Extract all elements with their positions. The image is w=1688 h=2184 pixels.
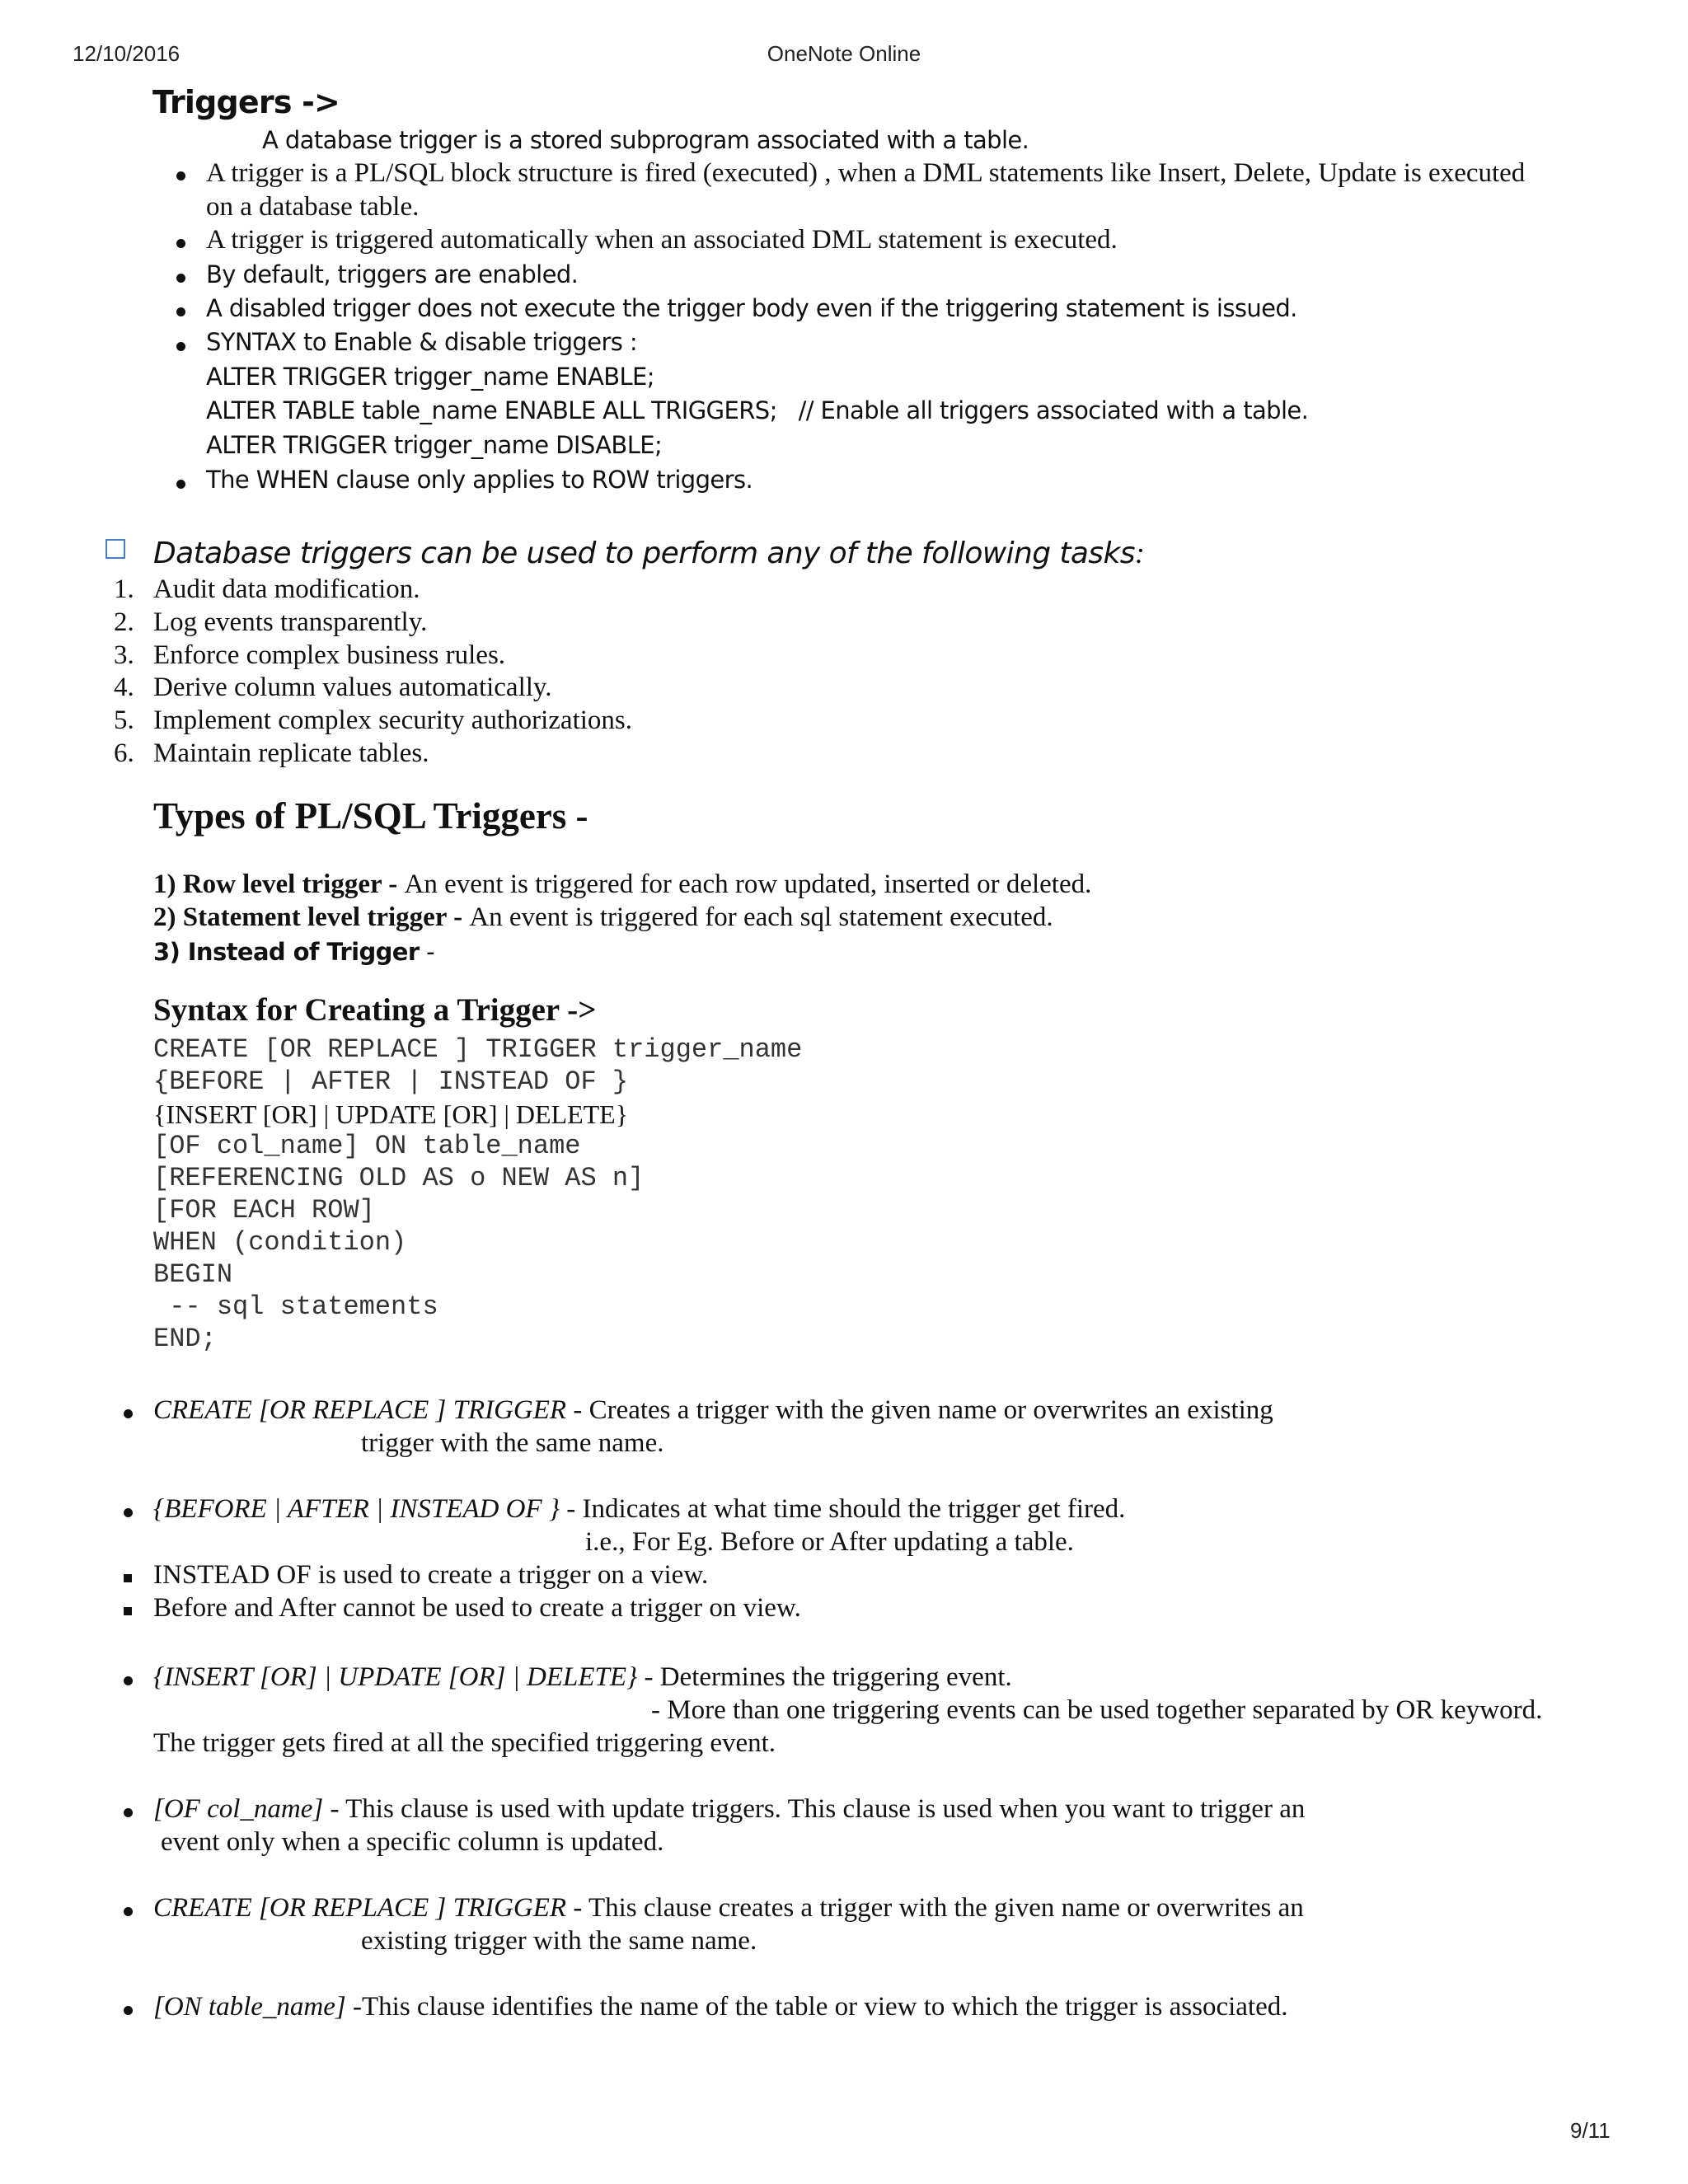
- bullet-icon: [176, 480, 185, 489]
- syntax-line: ALTER TABLE table_name ENABLE ALL TRIGGERS; // Enable all triggers associated with a table.: [206, 396, 1309, 424]
- type-row-level: 1) Row level trigger - An event is triggered for each row updated, inserted or deleted.: [153, 869, 1092, 899]
- square-bullet-icon: [124, 1607, 132, 1615]
- code-line: WHEN (condition): [153, 1227, 407, 1258]
- clause-event-continued: The trigger gets fired at all the specified triggering event.: [153, 1728, 776, 1758]
- print-date: 12/10/2016: [73, 41, 181, 66]
- list-item: Enforce complex business rules.: [153, 640, 506, 670]
- clause-event: {INSERT [OR] | UPDATE [OR] | DELETE} - Determines the triggering event.: [153, 1662, 1012, 1692]
- bullet-icon: [124, 1907, 133, 1916]
- syntax-title: Syntax for Creating a Trigger ->: [153, 992, 597, 1028]
- list-item: Log events transparently.: [153, 607, 428, 637]
- clause-create-2: CREATE [OR REPLACE ] TRIGGER - This clause creates a trigger with the given name or overwrites an: [153, 1893, 1304, 1923]
- list-item: Audit data modification.: [153, 574, 420, 604]
- bullet-icon: [176, 342, 185, 351]
- clause-create-continued: trigger with the same name.: [361, 1428, 664, 1458]
- bullet-icon: [176, 239, 185, 248]
- list-item: Implement complex security authorizations.: [153, 705, 632, 735]
- square-bullet-icon: [124, 1574, 132, 1582]
- list-item: Maintain replicate tables.: [153, 738, 429, 768]
- bullet-text: By default, triggers are enabled.: [206, 260, 579, 288]
- code-line: BEGIN: [153, 1259, 233, 1290]
- bullet-icon: [124, 1808, 133, 1817]
- list-item-number: 6.: [114, 738, 134, 768]
- list-item-number: 4.: [114, 673, 134, 702]
- code-line: CREATE [OR REPLACE ] TRIGGER trigger_name: [153, 1034, 803, 1065]
- clause-timing-continued: i.e., For Eg. Before or After updating a table.: [585, 1527, 1074, 1557]
- app-title: OneNote Online: [767, 41, 921, 66]
- bullet-icon: [124, 1676, 133, 1685]
- bullet-text: A trigger is a PL/SQL block structure is fired (executed) , when a DML statements like Insert, Delete, Update is executed: [206, 158, 1526, 188]
- code-line: {BEFORE | AFTER | INSTEAD OF }: [153, 1066, 629, 1097]
- list-item-number: 3.: [114, 640, 134, 670]
- bullet-text: SYNTAX to Enable & disable triggers :: [206, 328, 638, 356]
- bullet-text: The WHEN clause only applies to ROW triggers.: [206, 466, 753, 494]
- type-statement-level: 2) Statement level trigger - An event is triggered for each sql statement executed.: [153, 902, 1053, 932]
- sub-bullet-text: Before and After cannot be used to create a trigger on view.: [153, 1593, 801, 1623]
- clause-on-table: [ON table_name] -This clause identifies the name of the table or view to which the trigger is associated.: [153, 1992, 1288, 2022]
- code-line: [REFERENCING OLD AS o NEW AS n]: [153, 1163, 645, 1193]
- code-line: -- sql statements: [153, 1291, 438, 1322]
- bullet-icon: [124, 1409, 133, 1418]
- type-instead-of: 3) Instead of Trigger -: [153, 938, 435, 966]
- bullet-icon: [176, 307, 185, 316]
- list-item-number: 1.: [114, 574, 134, 604]
- bullet-icon: [176, 171, 185, 180]
- bullet-icon: [176, 274, 185, 283]
- code-line: {INSERT [OR] | UPDATE [OR] | DELETE}: [153, 1099, 629, 1129]
- clause-event-continued: - More than one triggering events can be used together separated by OR keyword.: [651, 1695, 1543, 1725]
- clause-timing: {BEFORE | AFTER | INSTEAD OF } - Indicates at what time should the trigger get fired.: [153, 1494, 1126, 1524]
- bullet-icon: [124, 2006, 133, 2015]
- tasks-heading: Database triggers can be used to perform any of the following tasks:: [153, 537, 1145, 570]
- page-number: 9/11: [1570, 2118, 1611, 2143]
- code-line: END;: [153, 1324, 217, 1354]
- code-line: [OF col_name] ON table_name: [153, 1131, 581, 1161]
- bullet-text-continued: on a database table.: [206, 192, 420, 222]
- clause-of-col-continued: event only when a specific column is updated.: [161, 1827, 664, 1857]
- section-title-triggers: Triggers ->: [152, 84, 340, 120]
- bullet-text: A trigger is triggered automatically when an associated DML statement is executed.: [206, 225, 1118, 255]
- syntax-line: ALTER TRIGGER trigger_name ENABLE;: [206, 363, 654, 391]
- sub-bullet-text: INSTEAD OF is used to create a trigger on a view.: [153, 1560, 709, 1590]
- checkbox-icon[interactable]: [106, 539, 125, 559]
- list-item-number: 2.: [114, 607, 134, 637]
- bullet-text: A disabled trigger does not execute the trigger body even if the triggering statement is issued.: [206, 294, 1297, 322]
- types-title: Types of PL/SQL Triggers -: [153, 795, 588, 837]
- syntax-line: ALTER TRIGGER trigger_name DISABLE;: [206, 431, 663, 459]
- clause-of-col: [OF col_name] - This clause is used with update triggers. This clause is used when you want to trigger an: [153, 1794, 1306, 1824]
- code-line: [FOR EACH ROW]: [153, 1195, 375, 1226]
- list-item-number: 5.: [114, 705, 134, 735]
- list-item: Derive column values automatically.: [153, 673, 552, 702]
- triggers-intro: A database trigger is a stored subprogram associated with a table.: [262, 126, 1029, 154]
- clause-create-2-continued: existing trigger with the same name.: [361, 1926, 757, 1956]
- clause-create: CREATE [OR REPLACE ] TRIGGER - Creates a trigger with the given name or overwrites an existing: [153, 1395, 1273, 1425]
- bullet-icon: [124, 1508, 133, 1517]
